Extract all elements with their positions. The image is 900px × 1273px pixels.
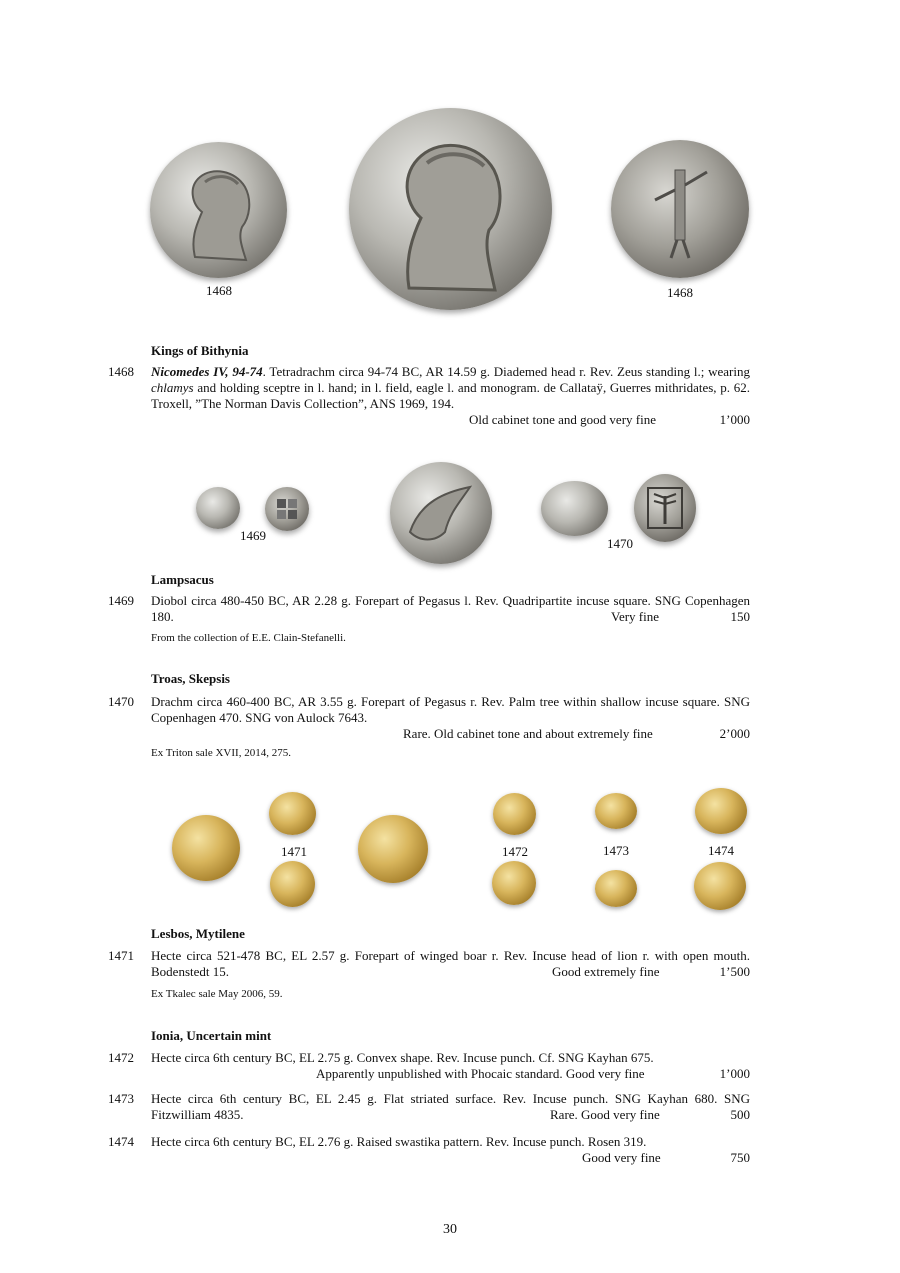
price-1471: 1’500 (719, 964, 750, 979)
provenance-1471: Ex Tkalec sale May 2006, 59. (151, 988, 283, 1000)
lot-description-1470: Drachm circa 460-400 BC, AR 3.55 g. Forepart of Pegasus r. Rev. Palm tree within shallow incuse square. SNG Copenhagen 470. SNG von Aulock 7643. (151, 694, 750, 725)
section-heading-ionia: Ionia, Uncertain mint (151, 1028, 272, 1043)
section-heading-skepsis: Troas, Skepsis (151, 671, 230, 686)
photo-label-1470: 1470 (607, 536, 633, 551)
provenance-1469: From the collection of E.E. Clain-Stefanelli. (151, 632, 346, 644)
description-part-b: and holding sceptre in l. hand; in l. field, eagle l. and monogram. de Callataÿ, Guerres mithridates, p. 62. Troxell, ”The Norman Davis Collection”, ANS 1969, 194. (151, 380, 750, 411)
price-1473: 500 (730, 1107, 750, 1122)
price-1472: 1’000 (719, 1066, 750, 1081)
lot-description-1469: Diobol circa 480-450 BC, AR 2.28 g. Forepart of Pegasus l. Rev. Quadripartite incuse square. SNG Copenhagen 180. (151, 593, 750, 624)
coin-1472-reverse (492, 861, 536, 905)
lot-number-1469: 1469 (108, 593, 134, 608)
coin-1469-obverse (196, 487, 240, 529)
description-italic-term: chlamys (151, 380, 194, 395)
section-heading-lampsacus: Lampsacus (151, 572, 214, 587)
coin-1470-reverse (634, 474, 696, 542)
coin-1474-obverse (695, 788, 747, 834)
grade-1474: Good very fine (582, 1150, 661, 1165)
photo-label-1468b: 1468 (667, 285, 693, 300)
coin-1469-reverse (265, 487, 309, 531)
photo-label-1472: 1472 (502, 844, 528, 859)
grade-1469: Very fine (611, 609, 660, 624)
photo-label-1469: 1469 (240, 528, 266, 543)
coin-1468-obverse-small (150, 142, 287, 278)
ruler-name: Nicomedes IV, 94-74 (151, 364, 263, 379)
coin-1471-reverse (270, 861, 315, 907)
photo-label-1468a: 1468 (206, 283, 232, 298)
grade-1471: Good extremely fine (552, 964, 660, 979)
grade-1473: Rare. Good very fine (550, 1107, 660, 1122)
lot-number-1472: 1472 (108, 1050, 134, 1065)
coin-1474-reverse (694, 862, 746, 910)
lot-description-1471: Hecte circa 521-478 BC, EL 2.57 g. Forepart of winged boar r. Rev. Incuse head of lion r. with open mouth. Bodenstedt 15. (151, 948, 750, 979)
section-heading-mytilene: Lesbos, Mytilene (151, 926, 245, 941)
coin-1473-obverse (595, 793, 637, 829)
price-1474: 750 (730, 1150, 750, 1165)
photo-label-1474: 1474 (708, 843, 734, 858)
grade-1468: Old cabinet tone and good very fine (469, 412, 656, 427)
lot-description-1472: Hecte circa 6th century BC, EL 2.75 g. Convex shape. Rev. Incuse punch. Cf. SNG Kayhan 675. (151, 1050, 654, 1065)
photo-label-1473: 1473 (603, 843, 629, 858)
lot-description-1474: Hecte circa 6th century BC, EL 2.76 g. Raised swastika pattern. Rev. Incuse punch. Rosen 319. (151, 1134, 647, 1149)
coin-1472-obverse (493, 793, 536, 835)
lot-description-1473: Hecte circa 6th century BC, EL 2.45 g. Flat striated surface. Rev. Incuse punch. SNG Kayhan 680. SNG Fitzwilliam 4835. (151, 1091, 750, 1122)
description-part-a: . Tetradrachm circa 94-74 BC, AR 14.59 g. Diademed head r. Rev. Zeus standing l.; wearing (262, 364, 750, 379)
provenance-1470: Ex Triton sale XVII, 2014, 275. (151, 747, 291, 759)
section-heading-bithynia: Kings of Bithynia (151, 343, 249, 358)
price-1469: 150 (730, 609, 750, 624)
grade-1470: Rare. Old cabinet tone and about extremely fine (403, 726, 653, 741)
photo-label-1471: 1471 (281, 844, 307, 859)
price-1468: 1’000 (719, 412, 750, 427)
coin-1468-obverse-large (349, 108, 552, 310)
page-number: 30 (443, 1222, 457, 1237)
coin-1470-obverse (541, 481, 608, 536)
lot-number-1470: 1470 (108, 694, 134, 709)
coin-1470-obverse-large (390, 462, 492, 564)
coin-1471-obverse-large (172, 815, 240, 881)
lot-number-1474: 1474 (108, 1134, 134, 1149)
coin-1468-reverse (611, 140, 749, 278)
lot-description-1468 (151, 364, 750, 412)
lot-number-1468: 1468 (108, 364, 134, 379)
coin-1473-reverse (595, 870, 637, 907)
coin-1471-obverse (269, 792, 316, 835)
price-1470: 2’000 (719, 726, 750, 741)
lot-number-1471: 1471 (108, 948, 134, 963)
grade-1472: Apparently unpublished with Phocaic standard. Good very fine (316, 1066, 645, 1081)
coin-1471-reverse-large (358, 815, 428, 883)
lot-number-1473: 1473 (108, 1091, 134, 1106)
